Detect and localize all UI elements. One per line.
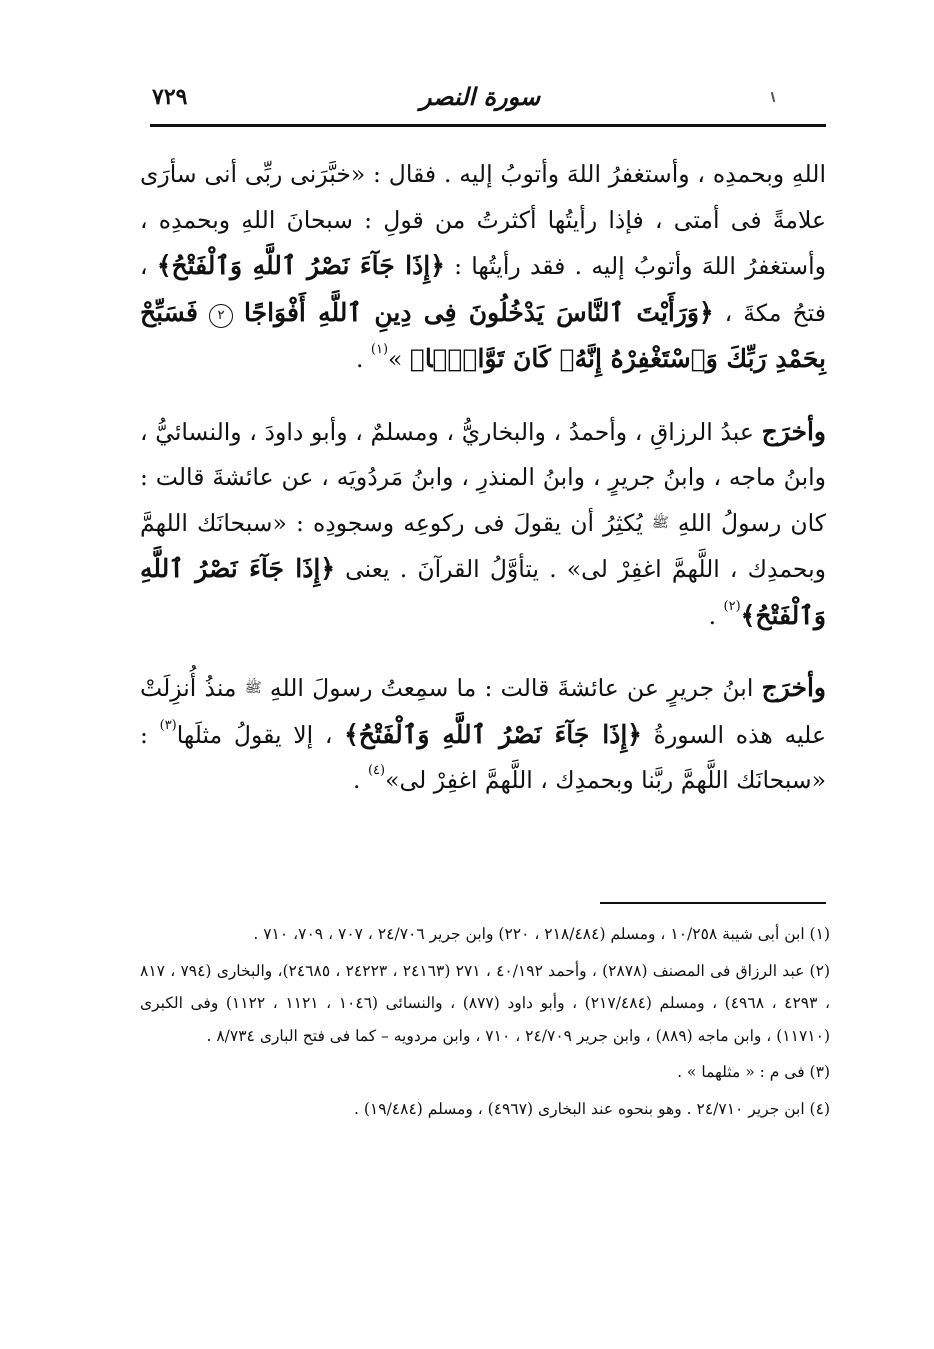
quran-quote: فَسَبِّحْ بِحَمْدِ رَبِّكَ وَٱسْتَغْفِرْهُ إِنَّهُۥ كَانَ تَوَّابًۢا﴾ (140, 297, 826, 373)
salawat-glyph: ﷺ (244, 680, 262, 696)
main-text (140, 152, 826, 830)
footnotes (140, 918, 830, 1129)
running-title: سورة النصر (419, 82, 541, 111)
header-rule (150, 124, 826, 127)
paragraph-2 (140, 409, 826, 640)
footnote-1: (١) ابن أبى شيبة ١٠/٢٥٨ ، ومسلم (٢١٨/٤٨٤ ، ٢٢٠) وابن جرير ٢٤/٧٠٦ ، ٧٠٧ ، ٧٠٩، ٧١٠ . (253, 925, 830, 943)
quran-quote: ﴿إِذَا جَآءَ نَصْرُ ٱللَّهِ وَٱلْفَتْحُ﴾ (140, 554, 826, 630)
lead-word: وأخرَج (761, 673, 826, 702)
paragraph-1 (140, 152, 826, 383)
footnote-ref: (٤) (367, 763, 386, 778)
salawat-glyph: ﷺ (651, 514, 669, 531)
footnote-ref: (٢) (723, 598, 741, 614)
text-run: اللهِ وبحمدِه ، وأستغفرُ اللهَ وأتوبُ إليه . فقال : «خبَّرَنى ربِّى أنى سأرَى علامةً فى أمتى ، فإذا رأيتُها أكثرتُ من قولِ : سبحانَ اللهِ وبحمدِه ، وأستغفرُ اللهَ وأتوبُ إليه . فقد رأيتُها : (140, 160, 826, 280)
paragraph-3 (140, 665, 826, 804)
text-run: منذُ أُنزِلَتْ عليه هذه السورةُ (140, 674, 826, 749)
text-run: يُكثِرُ أن يقولَ فى ركوعِه وسجودِه : «سبحانَك اللهمَّ وبحمدِك ، اللَّهمَّ اغفِرْ لى» . يتأوَّلُ القرآنَ . يعنى (140, 508, 826, 583)
text-run: عبدُ الرزاقِ ، وأحمدُ ، والبخاريُّ ، ومسلمٌ ، وأبو داودَ ، والنسائيُّ ، وابنُ ماجه ، وابنُ جريرٍ ، وابنُ المنذرِ ، وابنُ مَردُويَه ، عن عائشةَ قالت : كان رسولُ اللهِ (140, 417, 826, 537)
text-run: ، فتحُ مكةَ ، (140, 252, 826, 327)
text-run: » (388, 345, 410, 373)
quran-quote: ﴿إِذَا جَآءَ نَصْرُ ٱللَّهِ وَٱلْفَتْحُ﴾ (344, 719, 642, 749)
text-run: . (355, 345, 371, 373)
footnote-2: (٢) عبد الرزاق فى المصنف (٢٨٧٨) ، وأحمد ٤٠/١٩٢ ، ٢٧١ (٢٤١٦٣ ، ٢٤٢٢٣ ، ٢٤٦٨٥)، والبخارى (٧٩٤ ، ٨١٧ ، ٤٢٩٣ ، ٤٩٦٨) ، ومسلم (٢١٧/٤٨٤) ، وأبو داود (٨٧٧) ، والنسائى (١٠٤٦ ، ١١٢١ ، ١١٢٢) وفى الكبرى (١١٧١٠) ، وابن ماجه (٨٨٩) ، وابن جرير ٢٤/٧٠٩ ، ٧١٠ ، وابن مردويه – كما فى فتح البارى ٨/٧٣٤ . (140, 961, 830, 1045)
page-mark (771, 92, 776, 102)
footnote-rule (600, 902, 826, 904)
text-run: . (353, 766, 368, 794)
quran-quote: ﴿إِذَا جَآءَ نَصْرُ ٱللَّهِ وَٱلْفَتْحُ﴾ (156, 251, 445, 280)
footnote-4: (٤) ابن جرير ٢٤/٧١٠ . وهو بنحوه عند البخارى (٤٩٦٧) ، ومسلم (١٩/٤٨٤) . (354, 1099, 830, 1118)
footnote-3: (٣) فى م : « مثلهما » . (677, 1063, 830, 1081)
footnote-ref: (١) (370, 342, 389, 357)
text-run: ابنُ جريرٍ عن عائشةَ قالت : ما سمِعتُ رسولَ اللهِ (261, 674, 762, 702)
footnote-ref: (٣) (159, 717, 177, 733)
verse-number: ٢ (209, 304, 233, 328)
quran-quote: ﴿وَرَأَيْتَ ٱلنَّاسَ يَدْخُلُونَ فِى دِينِ ٱللَّهِ أَفْوَاجًا (244, 297, 714, 327)
text-run: ، إلا يقولُ مثلَها (176, 720, 345, 749)
text-run: : «سبحانَك اللَّهمَّ ربَّنا وبحمدِك ، اللَّهمَّ اغفِرْ لى» (140, 720, 826, 794)
lead-word: وأخرَج (761, 416, 826, 446)
text-run: . (708, 601, 724, 630)
page-number: ٧٢٩ (152, 84, 188, 110)
